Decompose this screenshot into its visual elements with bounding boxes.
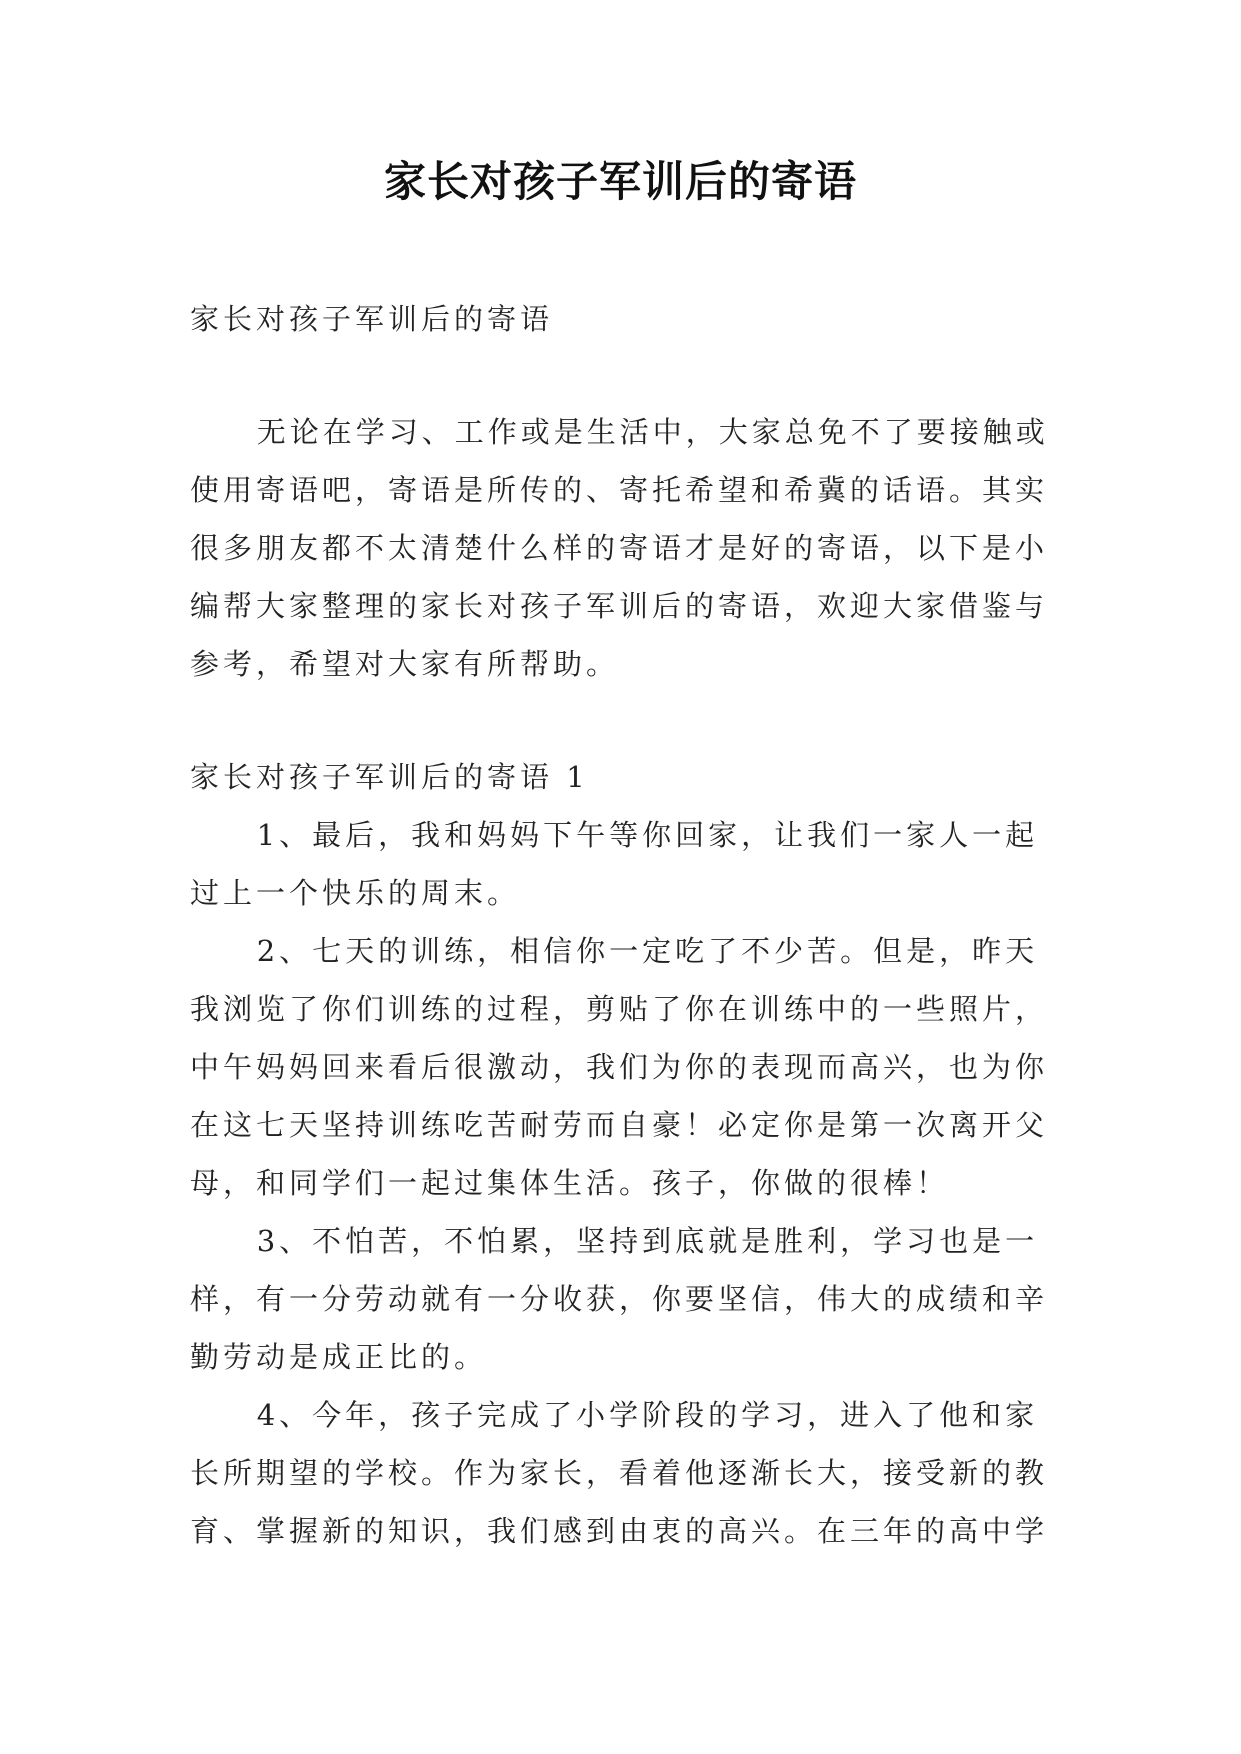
- intro-paragraph: 无论在学习、工作或是生活中，大家总免不了要接触或使用寄语吧，寄语是所传的、寄托希望和希冀的话语。其实很多朋友都不太清楚什么样的寄语才是好的寄语，以下是小编帮大家整理的家长对孩子军训后的寄语，欢迎大家借鉴与参考，希望对大家有所帮助。: [190, 415, 1049, 681]
- list-item: 3、不怕苦，不怕累，坚持到底就是胜利，学习也是一样，有一分劳动就有一分收获，你要坚信，伟大的成绩和辛勤劳动是成正比的。: [190, 1224, 1049, 1374]
- list-item: 4、今年，孩子完成了小学阶段的学习，进入了他和家长所期望的学校。作为家长，看着他逐渐长大，接受新的教育、掌握新的知识，我们感到由衷的高兴。在三年的高中学: [190, 1398, 1049, 1548]
- document-body: [190, 290, 1056, 1560]
- section-heading: 家长对孩子军训后的寄语 1: [190, 760, 589, 794]
- page-title: 家长对孩子军训后的寄语: [383, 157, 857, 206]
- document-subtitle: 家长对孩子军训后的寄语: [190, 302, 554, 336]
- list-item: 1、最后，我和妈妈下午等你回家，让我们一家人一起过上一个快乐的周末。: [190, 818, 1039, 910]
- list-item: 2、七天的训练，相信你一定吃了不少苦。但是，昨天我浏览了你们训练的过程，剪贴了你在训练中的一些照片，中午妈妈回来看后很激动，我们为你的表现而高兴，也为你在这七天坚持训练吃苦耐劳而自豪！必定你是第一次离开父母，和同学们一起过集体生活。孩子，你做的很棒！: [190, 934, 1049, 1200]
